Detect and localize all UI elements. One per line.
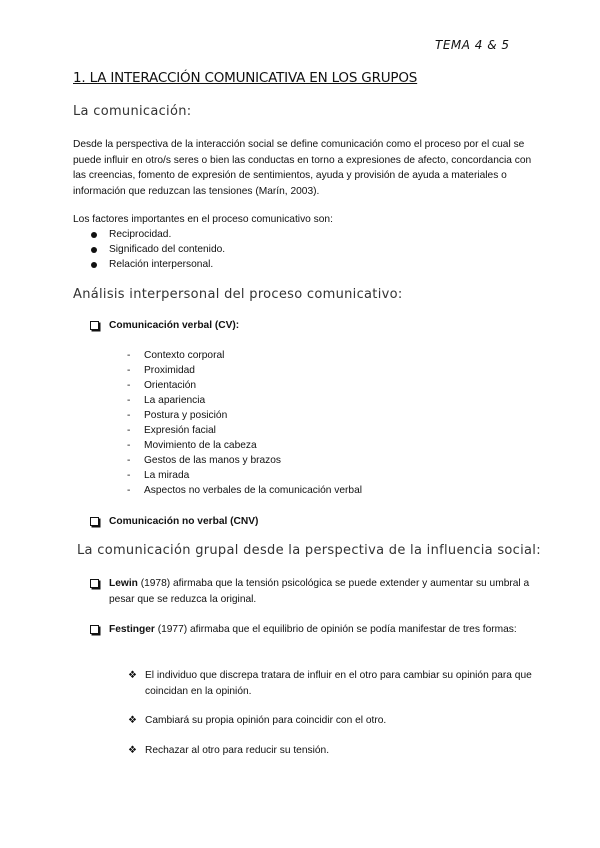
verbal-communication-item: Comunicación verbal (CV): bbox=[109, 318, 239, 334]
list-item: - Expresión facial bbox=[127, 425, 216, 436]
list-item: - Movimiento de la cabeza bbox=[127, 440, 257, 451]
list-item: ❖ El individuo que discrepa tratara de influir en el otro para cambiar su opinión para que coincidan en la opinión. bbox=[128, 670, 532, 697]
list-item: - Proximidad bbox=[127, 365, 195, 376]
checkbox-square-icon bbox=[90, 579, 99, 588]
list-item: ❖ Cambiará su propia opinión para coincidir con el otro. bbox=[145, 713, 535, 729]
list-item: Relación interpersonal. bbox=[109, 257, 213, 273]
checkbox-square-icon bbox=[90, 321, 99, 330]
definition-paragraph: Desde la perspectiva de la interacción social se define comunicación como el proceso por el cual se puede influir en otro/s seres o bien las conductas en torno a expresiones de afecto, concordancia con las creencias, fomento de expresión de sentimientos, ayuda y provisión de ayuda a materiales o información que reduzcan las tensiones (Marín, 2003). bbox=[73, 139, 532, 197]
factors-intro: Los factores importantes en el proceso comunicativo son: bbox=[73, 214, 333, 225]
list-item: - La mirada bbox=[127, 470, 190, 481]
festinger-item: Festinger (1977) afirmaba que el equilibrio de opinión se podía manifestar de tres formas: bbox=[109, 622, 534, 638]
list-item: - Postura y posición bbox=[127, 410, 228, 421]
list-item: - Orientación bbox=[127, 380, 197, 391]
list-item: - Contexto corporal bbox=[127, 350, 225, 361]
analysis-title: Análisis interpersonal del proceso comunicativo: bbox=[73, 287, 403, 302]
lewin-item: Lewin (1978) afirmaba que la tensión psicológica se puede extender y aumentar su umbral a pesar que se reduzca la original. bbox=[109, 576, 534, 607]
bullet-icon bbox=[91, 232, 97, 238]
communication-subtitle: La comunicación: bbox=[73, 104, 192, 119]
group-communication-title: La comunicación grupal desde la perspectiva de la influencia social: bbox=[77, 543, 541, 558]
diamond-bullet-icon: ❖ bbox=[128, 670, 137, 681]
list-item: Reciprocidad. bbox=[109, 227, 171, 243]
topic-header: TEMA 4 & 5 bbox=[435, 38, 510, 52]
list-item: - Aspectos no verbales de la comunicación verbal bbox=[127, 485, 363, 496]
list-item: ❖ Rechazar al otro para reducir su tensión. bbox=[145, 743, 535, 759]
list-item: Significado del contenido. bbox=[109, 242, 225, 258]
list-item: - La apariencia bbox=[127, 395, 206, 406]
bullet-icon bbox=[91, 262, 97, 268]
list-item: - Gestos de las manos y brazos bbox=[127, 455, 282, 466]
nonverbal-communication-item: Comunicación no verbal (CNV) bbox=[109, 514, 258, 530]
section-title: 1. LA INTERACCIÓN COMUNICATIVA EN LOS GRUPOS bbox=[73, 70, 418, 86]
checkbox-square-icon bbox=[90, 625, 99, 634]
diamond-bullet-icon: ❖ bbox=[128, 745, 137, 756]
checkbox-square-icon bbox=[90, 517, 99, 526]
diamond-bullet-icon: ❖ bbox=[128, 715, 137, 726]
bullet-icon bbox=[91, 247, 97, 253]
